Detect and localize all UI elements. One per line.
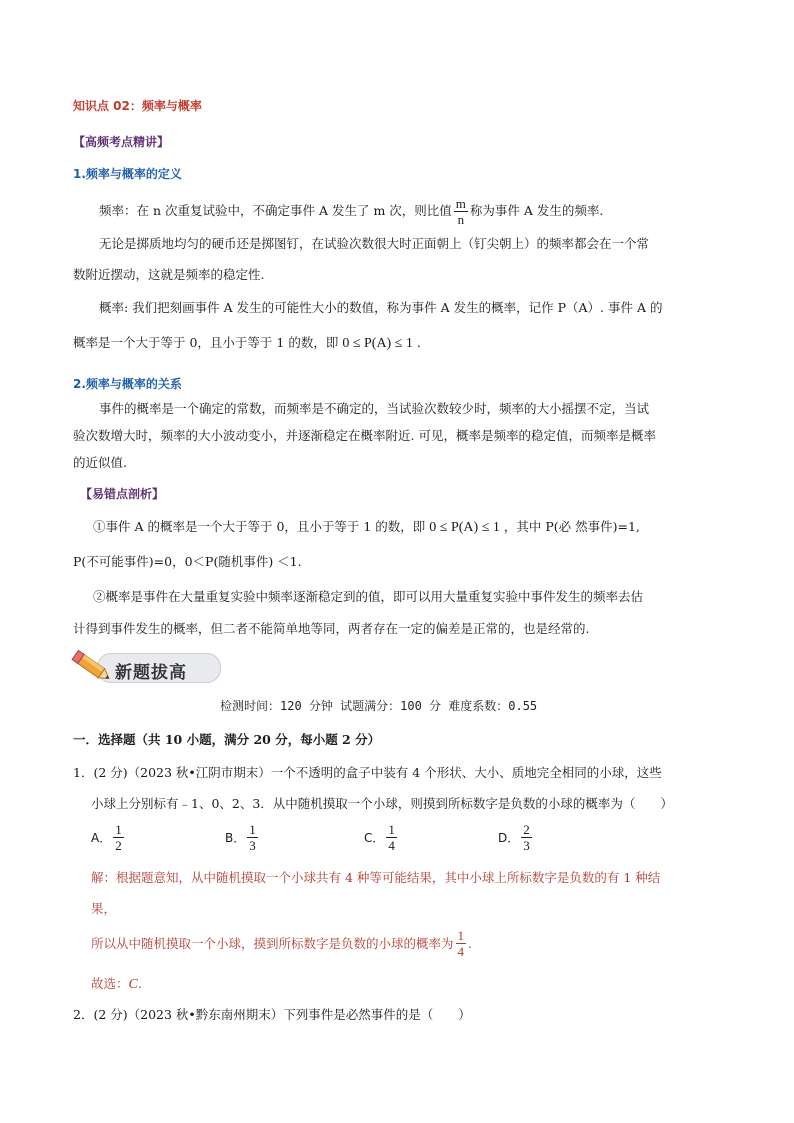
frequency-fraction bbox=[454, 197, 468, 226]
frequency-fraction-denominator: n bbox=[457, 211, 465, 227]
option-c-denominator: 4 bbox=[388, 837, 395, 853]
error-item-1-line-2: P(不可能事件)=0，0＜P(随机事件) ＜1. bbox=[73, 554, 302, 569]
probability-definition-line-2-pre: 概率是一个大于等于 0，且小于等于 1 的数，即 bbox=[73, 335, 339, 350]
section-2-title: 2.频率与概率的关系 bbox=[73, 377, 182, 391]
answer-suffix: . bbox=[137, 976, 142, 991]
question-2-line-1: 2．(2 分)（2023 秋•黔东南州期末）下列事件是必然事件的是（ ） bbox=[73, 1007, 471, 1022]
question-1-line-1: 1．(2 分)（2023 秋•江阴市期末）一个不透明的盒子中装有 4 个形状、大小、质地完全相同的小球，这些 bbox=[73, 765, 662, 780]
solution-line-3 bbox=[91, 925, 472, 961]
answer-prefix: 故选： bbox=[91, 976, 129, 991]
stability-line-2: 数附近摆动，这就是频率的稳定性. bbox=[73, 267, 265, 282]
option-a[interactable] bbox=[91, 820, 126, 854]
option-b-fraction bbox=[247, 823, 258, 852]
part-1-title: 一．选择题（共 10 小题，满分 20 分，每小题 2 分） bbox=[73, 732, 381, 747]
section-1-title: 1.频率与概率的定义 bbox=[73, 167, 182, 181]
relation-line-2: 验次数增大时，频率的大小波动变小，并逐渐稳定在概率附近. 可见，概率是频率的稳定值，而频率是概率 bbox=[73, 428, 656, 443]
frequency-definition-post: 称为事件 A 发生的频率. bbox=[469, 202, 604, 218]
new-questions-banner bbox=[71, 650, 221, 684]
error-item-1-pre: ①事件 A 的概率是一个大于等于 0，且小于等于 1 的数，即 bbox=[93, 519, 426, 534]
option-a-fraction bbox=[113, 823, 124, 852]
frequency-definition-pre: 频率：在 n 次重复试验中，不确定事件 A 发生了 m 次，则比值 bbox=[99, 202, 452, 218]
solution-line-1: 解：根据题意知，从中随机摸取一个小球共有 4 种等可能结果，其中小球上所标数字是负数的有 1 种结 bbox=[91, 870, 661, 885]
option-c-label: C． bbox=[364, 830, 385, 845]
answer-choice: C bbox=[128, 977, 138, 992]
option-d[interactable] bbox=[498, 820, 534, 854]
option-c-numerator: 1 bbox=[388, 821, 395, 837]
solution-line-3-post: . bbox=[468, 935, 472, 951]
option-c[interactable] bbox=[364, 820, 399, 854]
option-d-numerator: 2 bbox=[523, 821, 530, 837]
option-d-fraction bbox=[521, 823, 532, 852]
solution-line-3-pre: 所以从中随机摸取一个小球，摸到所标数字是负数的小球的概率为 bbox=[91, 936, 454, 951]
error-analysis-header: 【易错点剖析】 bbox=[80, 487, 165, 501]
probability-definition-line-2 bbox=[73, 337, 421, 351]
option-b-denominator: 3 bbox=[249, 837, 256, 853]
error-item-1-post: ，其中 P(必 然事件)=1, bbox=[503, 519, 640, 534]
error-item-1-inequality: 0 ≤ P(A) ≤ 1 bbox=[429, 520, 500, 535]
pencil-icon bbox=[71, 650, 115, 686]
option-b-numerator: 1 bbox=[249, 821, 256, 837]
option-d-denominator: 3 bbox=[523, 837, 530, 853]
option-a-label: A． bbox=[91, 830, 112, 845]
relation-line-1: 事件的概率是一个确定的常数，而频率是不确定的，当试验次数较少时，频率的大小摇摆不定，当试 bbox=[99, 401, 650, 416]
knowledge-point-title: 知识点 02：频率与概率 bbox=[73, 99, 202, 113]
solution-line-2: 果， bbox=[91, 901, 117, 916]
answer-line bbox=[91, 974, 142, 993]
solution-fraction bbox=[456, 929, 467, 958]
solution-fraction-numerator: 1 bbox=[457, 927, 465, 943]
banner-title: 新题拔高 bbox=[115, 663, 187, 683]
question-1-line-2: 小球上分别标有﹣1、0、2、3．从中随机摸取一个小球，则摸到所标数字是负数的小球的概率为（ ） bbox=[91, 796, 673, 811]
solution-fraction-denominator: 4 bbox=[457, 943, 465, 959]
option-a-numerator: 1 bbox=[115, 821, 122, 837]
frequency-fraction-numerator: m bbox=[455, 195, 466, 211]
probability-definition-line-2-post: . bbox=[416, 335, 421, 350]
probability-definition-line-1: 概率: 我们把刻画事件 A 发生的可能性大小的数值，称为事件 A 发生的概率，记作 P（A）. 事件 A 的 bbox=[99, 300, 663, 315]
test-meta-info: 检测时间：120 分钟 试题满分：100 分 难度系数：0.55 bbox=[220, 699, 538, 713]
frequency-definition bbox=[99, 191, 603, 231]
error-item-2-line-2: 计得到事件发生的概率，但二者不能简单地等同，两者存在一定的偏差是正常的，也是经常的. bbox=[73, 621, 590, 636]
option-b-label: B． bbox=[225, 830, 246, 845]
error-item-1-line-1 bbox=[93, 521, 640, 535]
high-frequency-header: 【高频考点精讲】 bbox=[73, 135, 170, 149]
option-d-label: D． bbox=[498, 830, 520, 845]
relation-line-3: 的近似值. bbox=[73, 455, 127, 470]
option-a-denominator: 2 bbox=[115, 837, 122, 853]
stability-line-1: 无论是掷质地均匀的硬币还是掷图钉，在试验次数很大时正面朝上（钉尖朝上）的频率都会在一个常 bbox=[99, 236, 650, 251]
option-b[interactable] bbox=[225, 820, 260, 854]
option-c-fraction bbox=[386, 823, 397, 852]
error-item-2-line-1: ②概率是事件在大量重复实验中频率逐渐稳定到的值，即可以用大量重复实验中事件发生的频率去估 bbox=[93, 589, 644, 604]
probability-inequality: 0 ≤ P(A) ≤ 1 bbox=[342, 336, 413, 351]
